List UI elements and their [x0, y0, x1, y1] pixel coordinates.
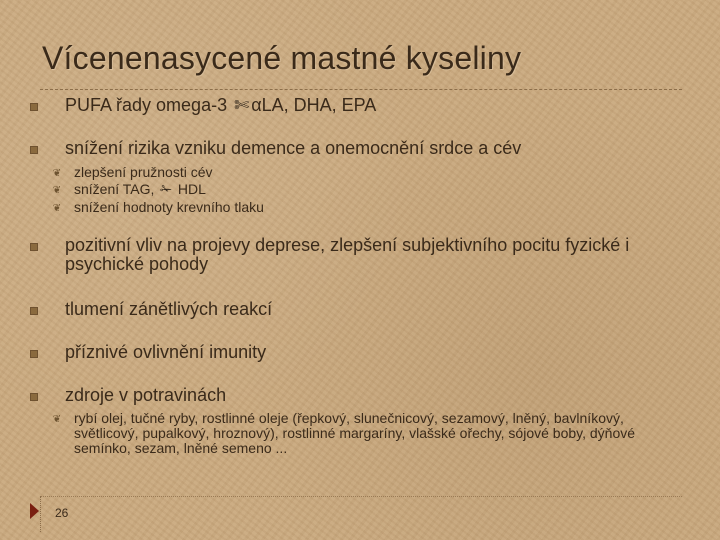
- slide-title: Vícenenasycené mastné kyseliny: [42, 40, 522, 76]
- bullet-text: příznivé ovlivnění imunity: [65, 342, 267, 362]
- sub-item: [52, 200, 690, 215]
- sub-item: [52, 411, 672, 456]
- scissors-icon: ✁: [160, 182, 173, 198]
- square-bullet-icon: [30, 103, 38, 111]
- sub-item-text: snížení hodnoty krevního tlaku: [74, 199, 264, 215]
- scissors-icon: ✄: [234, 95, 250, 116]
- leaf-bullet-icon: ❦: [52, 167, 62, 179]
- bullet-item-sources: [30, 386, 690, 405]
- bullet-text-part: PUFA řady omega-3: [65, 95, 228, 115]
- sub-text-part: HDL: [177, 181, 206, 197]
- square-bullet-icon: [30, 393, 38, 401]
- square-bullet-icon: [30, 146, 38, 154]
- leaf-bullet-icon: ❦: [52, 184, 62, 196]
- footer-vertical-rule: [40, 496, 41, 532]
- sub-item: [52, 165, 690, 180]
- title-divider: [40, 89, 682, 90]
- bullet-text: zdroje v potravinách: [65, 385, 227, 405]
- square-bullet-icon: [30, 307, 38, 315]
- bullet-item-risk: [30, 139, 690, 158]
- sub-text-part: snížení TAG,: [74, 181, 155, 197]
- bullet-item-depression: [30, 236, 630, 274]
- bullet-text-part: αLA, DHA, EPA: [251, 95, 377, 115]
- square-bullet-icon: [30, 243, 38, 251]
- bullet-text: snížení rizika vzniku demence a onemocnění srdce a cév: [65, 138, 522, 158]
- sub-item: [52, 182, 690, 198]
- footer-divider: [40, 496, 682, 497]
- bullet-text: [65, 96, 690, 115]
- page-number: 26: [55, 506, 69, 520]
- leaf-bullet-icon: ❦: [52, 413, 62, 425]
- bullet-item-inflammation: [30, 300, 690, 319]
- bullet-list: [30, 96, 690, 456]
- sub-item-text: rybí olej, tučné ryby, rostlinné oleje (řepkový, slunečnicový, sezamový, lněný, bavlníkový, světlicový, pupalkový, hroznový), rostlinné margaríny, vlašské ořechy, sójové boby, dýňové semínko, sezam, lněné semeno ...: [74, 410, 636, 456]
- leaf-bullet-icon: ❦: [52, 202, 62, 214]
- bullet-text: pozitivní vliv na projevy deprese, zlepšení subjektivního pocitu fyzické i psychické pohody: [65, 235, 630, 274]
- bullet-item-pufa: [30, 96, 690, 115]
- bullet-text: tlumení zánětlivých reakcí: [65, 299, 273, 319]
- sub-item-text: zlepšení pružnosti cév: [74, 164, 213, 180]
- square-bullet-icon: [30, 350, 38, 358]
- triangle-marker-icon: [30, 503, 39, 519]
- sub-list: [52, 411, 672, 456]
- bullet-item-immunity: [30, 343, 690, 362]
- sub-list: [52, 165, 690, 215]
- sub-item-text: [74, 182, 690, 198]
